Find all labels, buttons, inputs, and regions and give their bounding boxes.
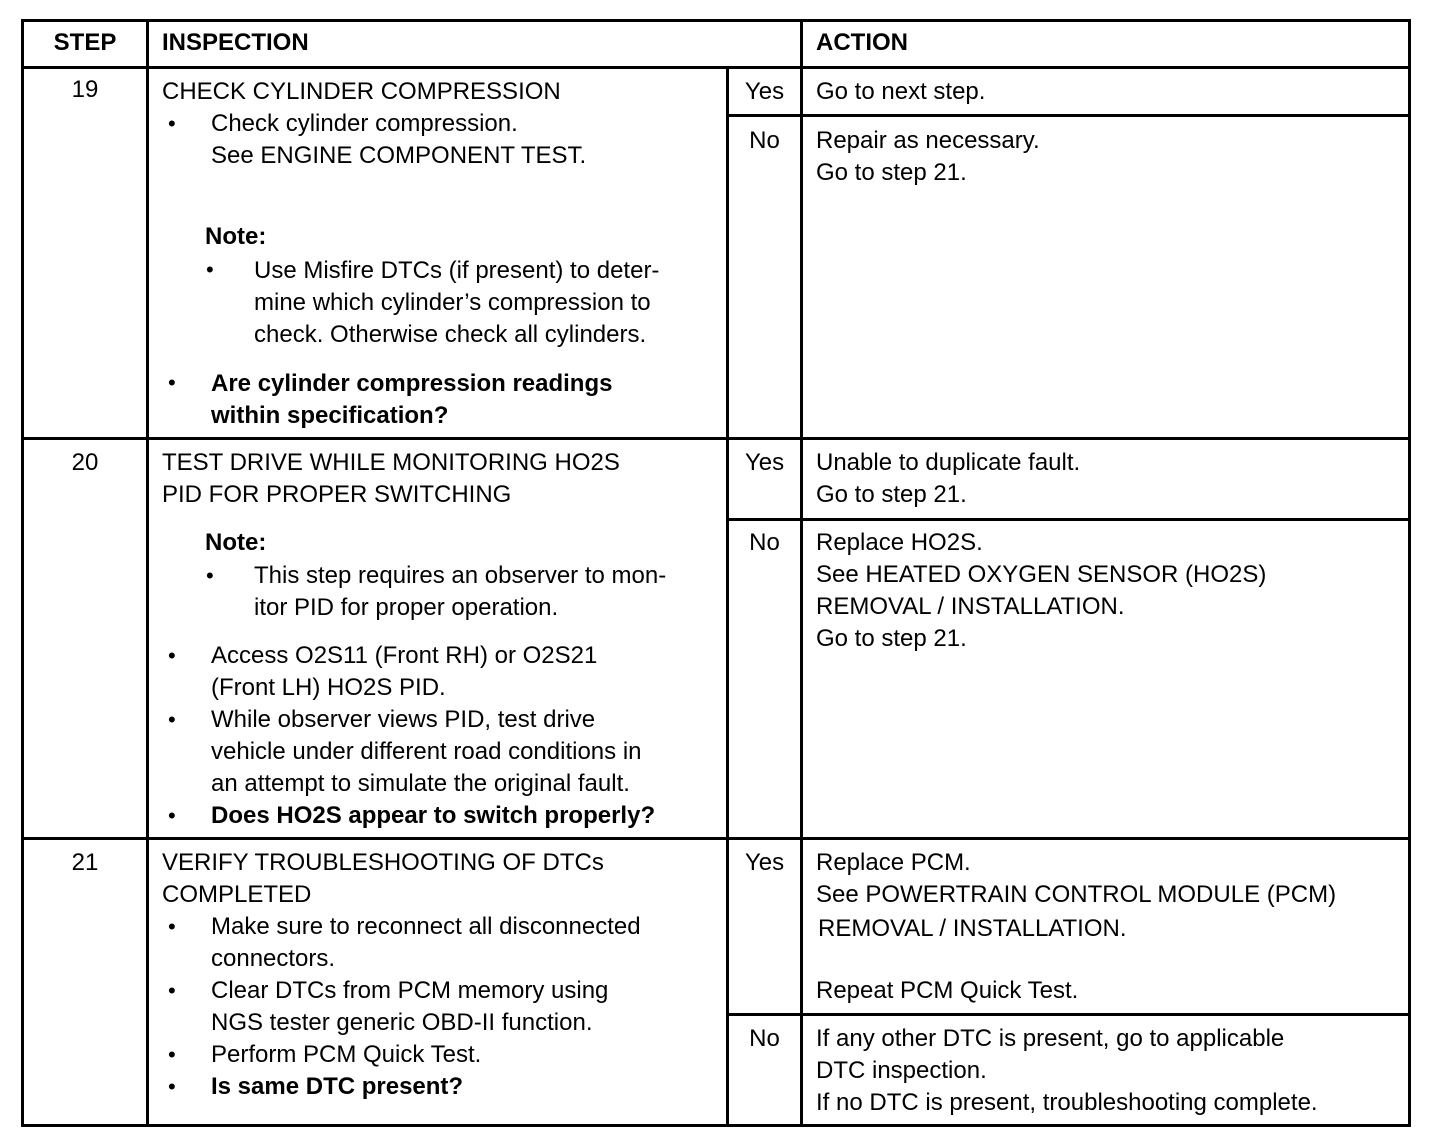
step-number-20: 20 (71, 449, 99, 476)
step-21-item: Perform PCM Quick Test. (211, 1041, 482, 1068)
bullet: • (168, 1042, 176, 1067)
step-20-item: Access O2S11 (Front RH) or O2S21 (211, 642, 598, 669)
bullet: • (168, 978, 176, 1003)
step-19-item: See ENGINE COMPONENT TEST. (211, 142, 587, 169)
step-19-note-line: Use Misfire DTCs (if present) to deter- (254, 257, 660, 284)
header-divider (21, 66, 1411, 69)
action-no-20: REMOVAL / INSTALLATION. (816, 593, 1125, 620)
bullet: • (168, 803, 176, 828)
action-yes-21: Replace PCM. (816, 849, 971, 876)
bullet: • (168, 111, 176, 136)
step-21-title: COMPLETED (162, 881, 312, 908)
step-21-item: NGS tester generic OBD-II function. (211, 1009, 593, 1036)
note-label: Note: (205, 529, 267, 556)
answer-no-20: No (749, 529, 780, 556)
step-20-question: Does HO2S appear to switch properly? (211, 802, 656, 829)
action-no-20: See HEATED OXYGEN SENSOR (HO2S) (816, 561, 1267, 588)
bullet: • (168, 370, 176, 395)
row-divider-20-21 (21, 837, 1411, 840)
yes-no-divider-20 (726, 518, 1411, 521)
action-yes-20: Unable to duplicate fault. (816, 449, 1081, 476)
answer-yes-19: Yes (744, 78, 785, 105)
yes-no-divider-21 (726, 1013, 1411, 1016)
header-action: ACTION (816, 29, 908, 56)
row-divider-19-20 (21, 437, 1411, 440)
step-19-note-line: check. Otherwise check all cylinders. (254, 321, 647, 348)
step-20-title: TEST DRIVE WHILE MONITORING HO2S (162, 449, 620, 476)
action-no-19: Repair as necessary. (816, 127, 1040, 154)
action-yes-19: Go to next step. (816, 78, 986, 105)
step-19-item: Check cylinder compression. (211, 110, 518, 137)
bullet: • (206, 563, 214, 588)
bullet: • (168, 1074, 176, 1099)
step-21-item: connectors. (211, 945, 336, 972)
action-no-20: Replace HO2S. (816, 529, 983, 556)
action-yes-21: REMOVAL / INSTALLATION. (818, 915, 1127, 942)
bullet: • (206, 257, 214, 282)
step-20-item: vehicle under different road conditions in (211, 738, 642, 765)
answer-column-divider (726, 66, 729, 1127)
bullet: • (168, 643, 176, 668)
action-yes-21: See POWERTRAIN CONTROL MODULE (PCM) (816, 881, 1337, 908)
step-19-question: Are cylinder compression readings (211, 370, 613, 397)
action-yes-21: Repeat PCM Quick Test. (816, 977, 1079, 1004)
action-no-20: Go to step 21. (816, 625, 967, 652)
step-21-item: Clear DTCs from PCM memory using (211, 977, 609, 1004)
step-20-note-line: This step requires an observer to mon- (254, 562, 667, 589)
header-inspection: INSPECTION (162, 29, 309, 56)
step-column-divider (146, 19, 149, 1127)
yes-no-divider-19 (726, 114, 1411, 117)
action-no-19: Go to step 21. (816, 159, 967, 186)
answer-yes-20: Yes (744, 449, 785, 476)
action-no-21: If no DTC is present, troubleshooting complete. (816, 1089, 1318, 1116)
action-no-21: If any other DTC is present, go to applicable (816, 1025, 1285, 1052)
step-20-item: While observer views PID, test drive (211, 706, 596, 733)
note-label: Note: (205, 223, 267, 250)
step-number-21: 21 (71, 849, 99, 876)
bullet: • (168, 707, 176, 732)
step-20-title: PID FOR PROPER SWITCHING (162, 481, 512, 508)
step-20-note-line: itor PID for proper operation. (254, 594, 559, 621)
step-21-question: Is same DTC present? (211, 1073, 464, 1100)
step-19-title: CHECK CYLINDER COMPRESSION (162, 78, 561, 105)
step-21-item: Make sure to reconnect all disconnected (211, 913, 641, 940)
answer-yes-21: Yes (744, 849, 785, 876)
step-20-item: (Front LH) HO2S PID. (211, 674, 446, 701)
action-no-21: DTC inspection. (816, 1057, 987, 1084)
action-yes-20: Go to step 21. (816, 481, 967, 508)
step-19-note-line: mine which cylinder’s compression to (254, 289, 651, 316)
step-21-title: VERIFY TROUBLESHOOTING OF DTCs (162, 849, 604, 876)
action-column-divider (800, 19, 803, 1127)
answer-no-21: No (749, 1025, 780, 1052)
answer-no-19: No (749, 127, 780, 154)
step-20-item: an attempt to simulate the original fault. (211, 770, 630, 797)
step-number-19: 19 (71, 76, 99, 103)
bullet: • (168, 914, 176, 939)
step-19-question: within specification? (211, 402, 449, 429)
header-step: STEP (53, 29, 117, 56)
